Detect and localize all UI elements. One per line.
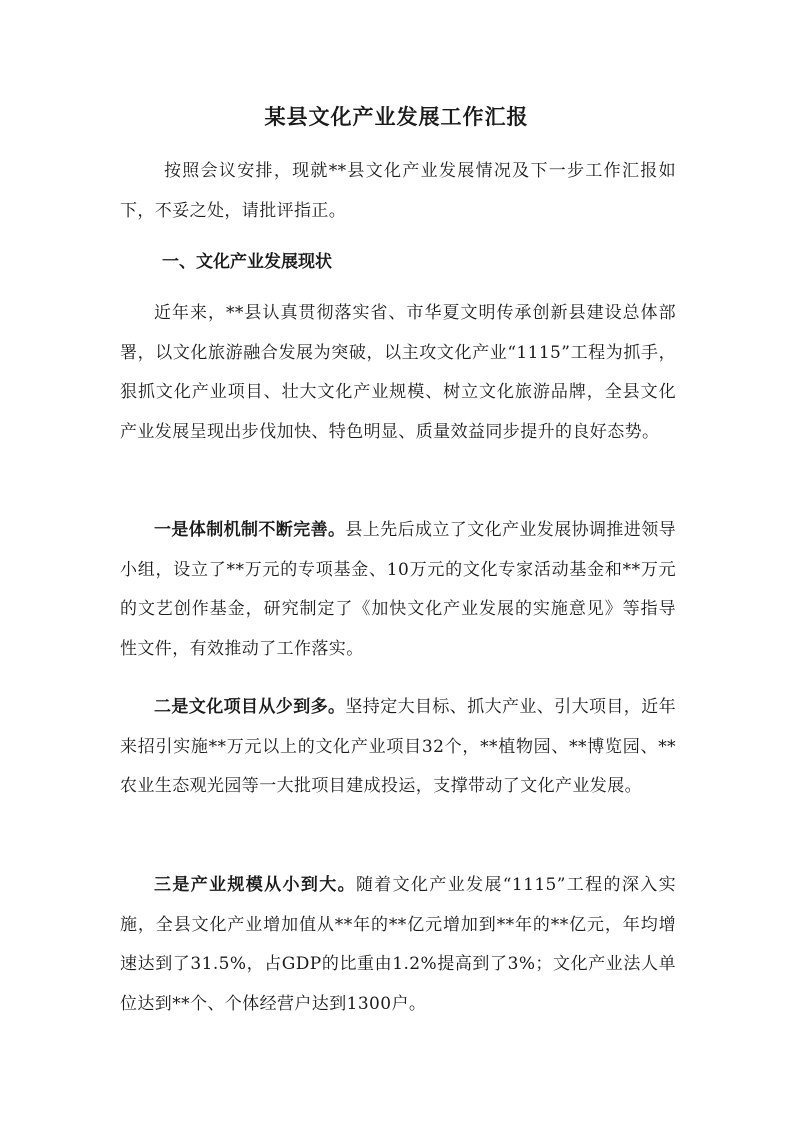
section-heading-1: 一、文化产业发展现状: [162, 252, 332, 272]
point1-paragraph: [120, 511, 676, 669]
point2-text: 坚持定大目标、抓大产业、引大项目，近年来招引实施**万元以上的文化产业项目32个，**植物园、**博览园、**农业生态观光园等一大批项目建成投运，支撑带动了文化产业发展。: [120, 697, 677, 797]
point3-lead: 三是产业规模从小到大。: [154, 875, 356, 895]
document-title: 某县文化产业发展工作汇报: [264, 105, 529, 129]
point3-text: 随着文化产业发展“1115”工程的深入实施，全县文化产业增加值从**年的**亿元增加到**年的**亿元，年均增速达到了31.5%，占GDP的比重由1.2%提高到了3%；文化产业法人单位达到**个、个体经营户达到1300户。: [120, 875, 676, 1014]
point2-paragraph: [120, 688, 676, 807]
intro-paragraph: 按照会议安排，现就**县文化产业发展情况及下一步工作汇报如下，不妥之处，请批评指正。: [120, 161, 676, 221]
point2-lead: 二是文化项目从少到多。: [154, 697, 346, 717]
point3-paragraph: [120, 866, 676, 1024]
point1-text: 县上先后成立了文化产业发展协调推进领导小组，设立了**万元的专项基金、10万元的文化专家活动基金和**万元的文艺创作基金，研究制定了《加快文化产业发展的实施意见》等指导性文件，有效推动了工作落实。: [120, 520, 677, 659]
section1-body-paragraph: 近年来，**县认真贯彻落实省、市华夏文明传承创新县建设总体部署，以文化旅游融合发展为突破，以主攻文化产业“1115”工程为抓手，狠抓文化产业项目、壮大文化产业规模、树立文化旅游品牌，全县文化产业发展呈现出步伐加快、特色明显、质量效益同步提升的良好态势。: [120, 303, 676, 442]
point1-lead: 一是体制机制不断完善。: [154, 520, 346, 540]
